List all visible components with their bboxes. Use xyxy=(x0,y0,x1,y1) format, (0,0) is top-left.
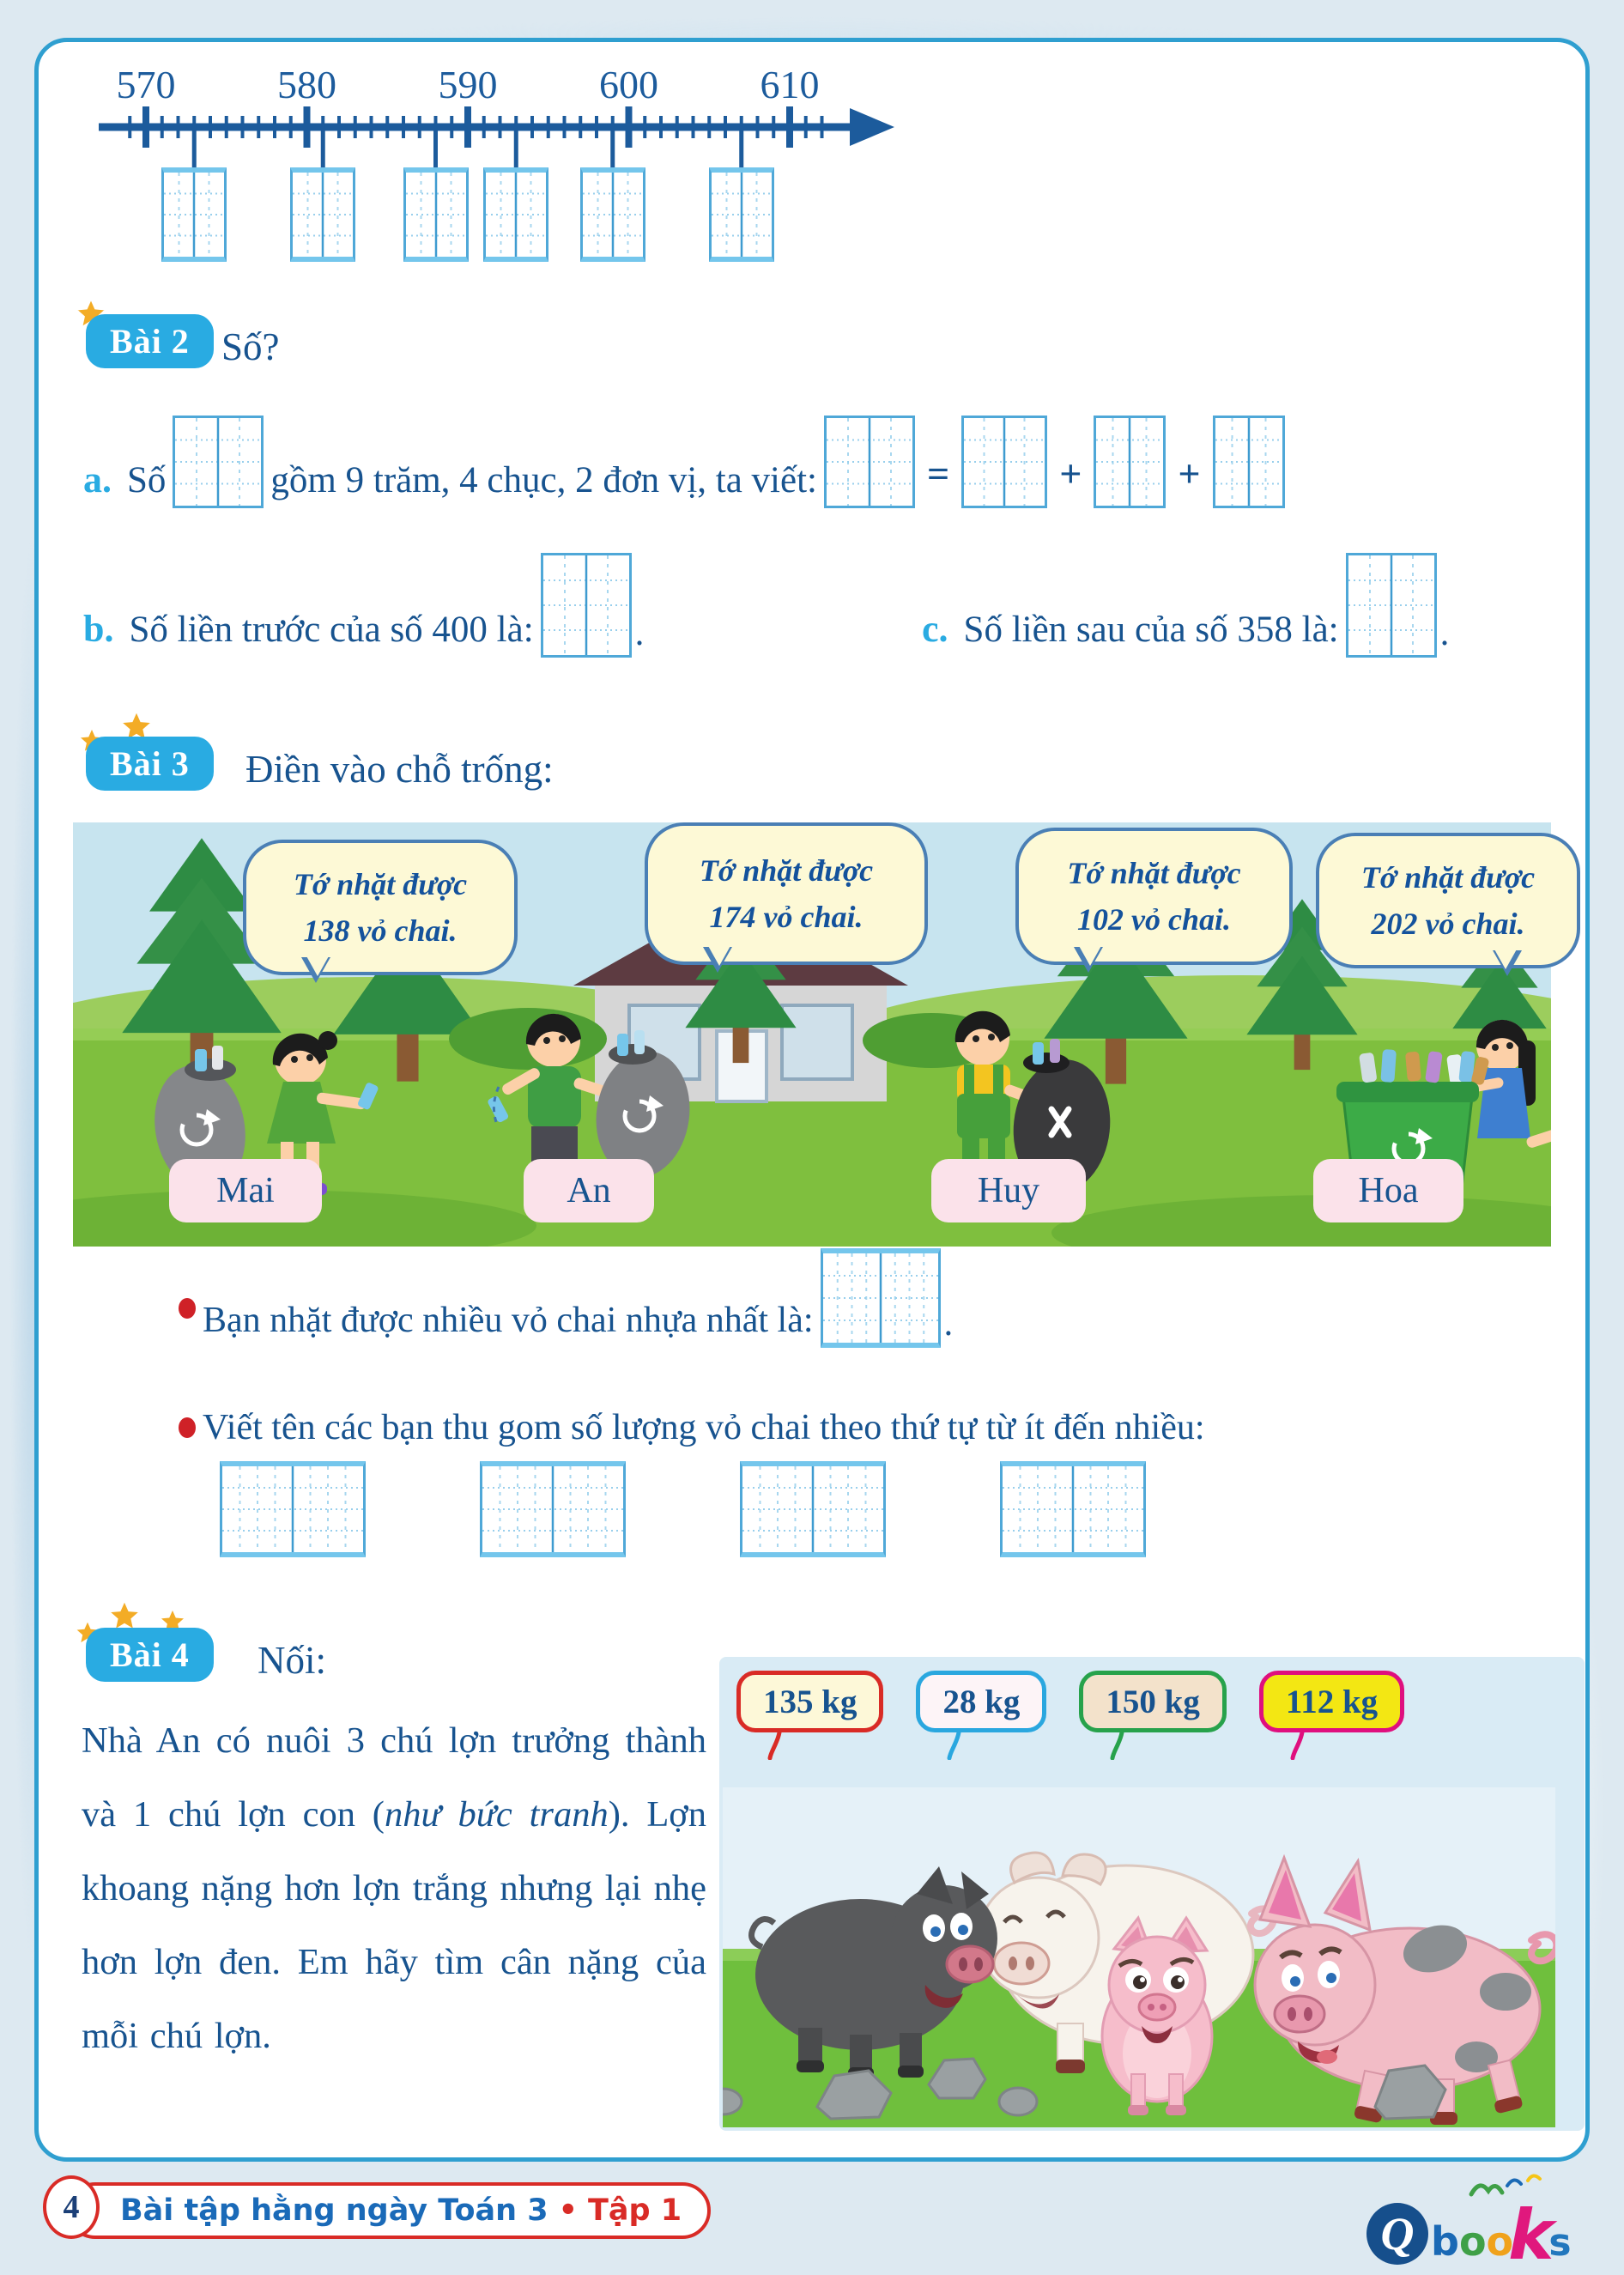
answer-box[interactable] xyxy=(1346,553,1437,658)
speech-bubble-an xyxy=(645,822,928,965)
svg-text:570: 570 xyxy=(116,63,176,106)
answer-box[interactable] xyxy=(1000,1461,1146,1557)
part-c-marker: c. xyxy=(922,608,948,650)
weight-label: 112 kg xyxy=(1285,1683,1379,1720)
answer-box[interactable] xyxy=(1213,416,1285,508)
q1-text: Bạn nhặt được nhiều vỏ chai nhựa nhất là: xyxy=(203,1301,814,1340)
bottle-collecting-scene xyxy=(73,822,1551,1247)
part-b-period: . xyxy=(634,613,645,653)
part-a-text1: Số xyxy=(127,460,167,500)
qbooks-logo: Q b o o k s xyxy=(1366,2175,1572,2270)
bai3-title: Điền vào chỗ trống: xyxy=(245,748,554,791)
name-tag-an: An xyxy=(524,1159,654,1222)
weight-label: 28 kg xyxy=(942,1683,1021,1720)
bai4-illustration-panel xyxy=(719,1657,1585,2131)
part-c-period: . xyxy=(1439,613,1450,653)
bubble-line: 102 vỏ chai. xyxy=(1077,902,1231,937)
speech-bubble-huy xyxy=(1015,828,1293,965)
name-tag-huy: Huy xyxy=(931,1159,1086,1222)
svg-text:580: 580 xyxy=(277,63,336,106)
bai4-problem-text: Nhà An có nuôi 3 chú lợn trưởng thành và 1 chú lợn con (như bức tranh). Lợn khoang nặng hơn lợn trắng nhưng lại nhẹ hơn lợn đen. Em hãy tìm cân nặng của mỗi chú lợn. xyxy=(82,1720,706,2056)
weight-tag-112kg[interactable] xyxy=(1259,1671,1404,1732)
plus-sign: + xyxy=(1059,452,1082,495)
plus-sign: + xyxy=(1178,452,1201,495)
bai3-badge: Bài 3 xyxy=(86,737,214,791)
speech-bubble-mai xyxy=(243,840,518,975)
number-line-answer-box[interactable] xyxy=(580,167,645,262)
answer-box[interactable] xyxy=(220,1461,366,1557)
part-b-text: Số liền trước của số 400 là: xyxy=(129,610,534,650)
answer-box[interactable] xyxy=(1094,416,1166,508)
q2-text: Viết tên các bạn thu gom số lượng vỏ chai theo thứ tự từ ít đến nhiều: xyxy=(203,1408,1205,1447)
svg-text:610: 610 xyxy=(760,63,820,106)
italic-phrase: như bức tranh xyxy=(384,1794,609,1835)
name-tag-mai: Mai xyxy=(169,1159,322,1222)
bai2-badge: Bài 2 xyxy=(86,314,214,368)
bai4-badge: Bài 4 xyxy=(86,1628,214,1682)
weight-tag-135kg[interactable] xyxy=(736,1671,883,1732)
bai3-question-1 xyxy=(179,1247,954,1348)
bai3-ordering-answer-row xyxy=(220,1461,1146,1557)
number-line xyxy=(77,41,970,179)
bullet-icon xyxy=(179,1298,196,1319)
bai2-part-b xyxy=(82,546,645,658)
equals-sign: = xyxy=(926,452,950,495)
weight-label: 150 kg xyxy=(1106,1683,1200,1720)
bubble-line: 138 vỏ chai. xyxy=(303,913,458,948)
name-tag-hoa: Hoa xyxy=(1313,1159,1463,1222)
number-line-answer-box[interactable] xyxy=(290,167,355,262)
part-a-marker: a. xyxy=(83,458,112,500)
pigs-illustration xyxy=(723,1787,1555,2127)
number-line-answer-box[interactable] xyxy=(483,167,548,262)
bubble-line: Tớ nhặt được xyxy=(1360,860,1536,895)
separator-dot: • xyxy=(558,2193,578,2228)
answer-box[interactable] xyxy=(824,416,915,508)
answer-box[interactable] xyxy=(541,553,632,658)
answer-box[interactable] xyxy=(821,1248,941,1348)
number-line-answers xyxy=(77,167,970,264)
svg-text:600: 600 xyxy=(599,63,658,106)
logo-q-circle: Q xyxy=(1366,2203,1428,2265)
weight-tag-28kg[interactable] xyxy=(916,1671,1046,1732)
book-title: Bài tập hằng ngày Toán 3 xyxy=(120,2193,548,2228)
bubble-line: 202 vỏ chai. xyxy=(1371,907,1525,941)
answer-box[interactable] xyxy=(961,416,1047,508)
part-b-marker: b. xyxy=(83,608,114,650)
footer-title-pill xyxy=(67,2182,711,2239)
page-number: 4 xyxy=(43,2175,100,2239)
answer-box[interactable] xyxy=(480,1461,626,1557)
bubble-line: 174 vỏ chai. xyxy=(709,900,864,934)
volume-label: Tập 1 xyxy=(588,2193,682,2228)
number-line-answer-box[interactable] xyxy=(403,167,469,262)
bai2-part-c xyxy=(920,546,1451,658)
answer-box[interactable] xyxy=(173,416,264,508)
weight-tags-row xyxy=(736,1671,1404,1732)
q1-period: . xyxy=(943,1303,954,1344)
weight-label: 135 kg xyxy=(763,1683,857,1720)
svg-text:590: 590 xyxy=(438,63,498,106)
bai2-part-a xyxy=(82,410,1285,508)
bai4-title: Nối: xyxy=(258,1639,327,1682)
number-line-answer-box[interactable] xyxy=(709,167,774,262)
bubble-line: Tớ nhặt được xyxy=(293,867,468,901)
answer-box[interactable] xyxy=(740,1461,886,1557)
bubble-line: Tớ nhặt được xyxy=(1067,856,1241,890)
part-a-text2: gồm 9 trăm, 4 chục, 2 đơn vị, ta viết: xyxy=(270,460,817,500)
part-c-text: Số liền sau của số 358 là: xyxy=(963,610,1339,650)
weight-tag-150kg[interactable] xyxy=(1079,1671,1226,1732)
bubble-line: Tớ nhặt được xyxy=(699,853,874,888)
number-line-answer-box[interactable] xyxy=(161,167,227,262)
bullet-icon xyxy=(179,1417,196,1438)
bai3-question-2 xyxy=(179,1398,1212,1458)
bai2-title: Số? xyxy=(221,325,280,368)
speech-bubble-hoa xyxy=(1316,833,1580,968)
